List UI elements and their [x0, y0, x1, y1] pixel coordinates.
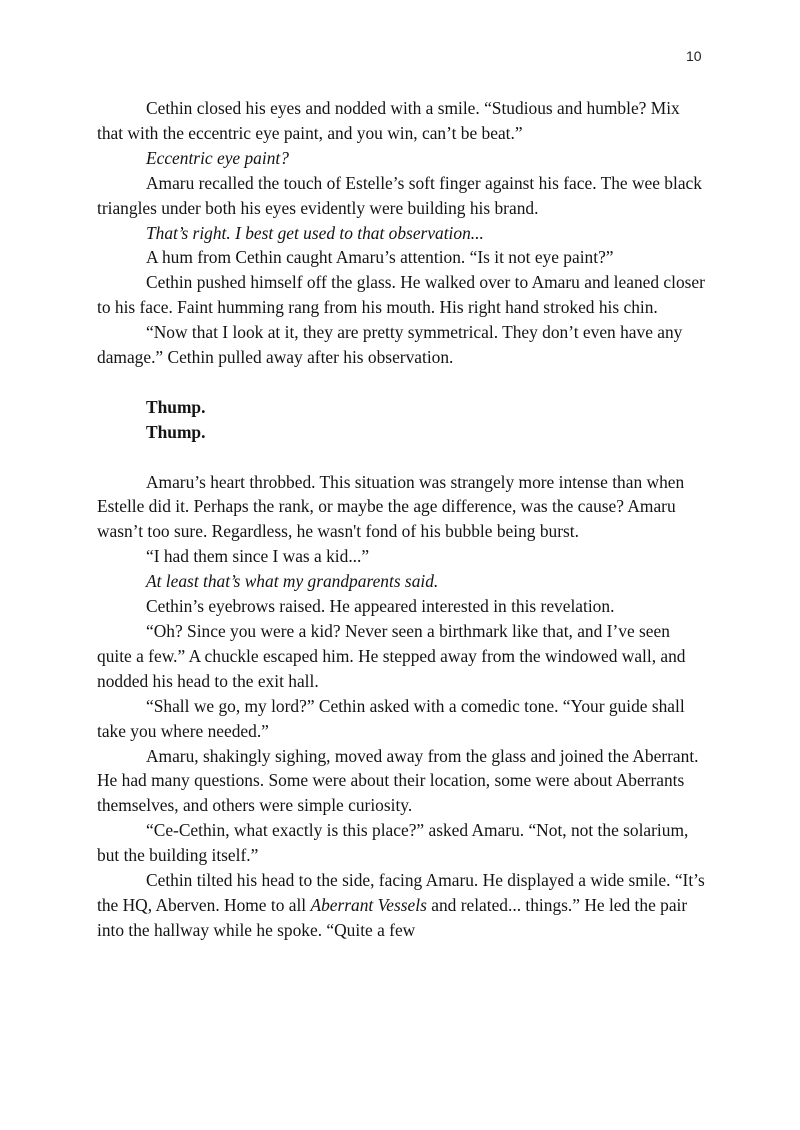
paragraph: “Ce-Cethin, what exactly is this place?” asked Amaru. “Not, not the solarium, but the building itself.”	[97, 820, 689, 866]
inner-thought: At least that’s what my grandparents said.	[146, 571, 439, 592]
emphasized-term: Aberrant Vessels	[310, 894, 427, 915]
inner-thought: That’s right. I best get used to that observation...	[146, 222, 484, 243]
inner-thought: Eccentric eye paint?	[146, 147, 289, 168]
page-number: 10	[686, 48, 702, 64]
paragraph: “I had them since I was a kid...”	[146, 546, 370, 567]
section-gap	[97, 445, 707, 470]
paragraph: “Oh? Since you were a kid? Never seen a birthmark like that, and I’ve seen quite a few.” A chuckle escaped him. He stepped away from the windowed wall, and nodded his head to the exit hall.	[97, 621, 686, 691]
paragraph: Cethin closed his eyes and nodded with a smile. “Studious and humble? Mix that with the eccentric eye paint, and you win, can’t be beat.”	[97, 98, 680, 143]
body-text	[97, 96, 707, 943]
paragraph: Amaru’s heart throbbed. This situation was strangely more intense than when Estelle did it. Perhaps the rank, or maybe the age difference, was the cause? Amaru wasn’t too sure. Regardless, he wasn't fond of his bubble being burst.	[97, 471, 685, 542]
paragraph-text: Cethin tilted his head to the side, facing Amaru. He displayed a wide smile. “It’s the HQ, Aberven. Home to all	[97, 870, 705, 915]
paragraph: Cethin’s eyebrows raised. He appeared interested in this revelation.	[146, 596, 615, 617]
paragraph: Amaru recalled the touch of Estelle’s soft finger against his face. The wee black triangles under both his eyes evidently were building his brand.	[97, 172, 702, 218]
paragraph: “Now that I look at it, they are pretty symmetrical. They don’t even have any damage.” Cethin pulled away after his observation.	[97, 322, 683, 368]
paragraph-text: and related... things.” He led the pair into the hallway while he spoke. “Quite a few	[97, 894, 688, 940]
sound-effect: Thump.	[146, 396, 206, 417]
sound-effect: Thump.	[146, 421, 206, 442]
paragraph: “Shall we go, my lord?” Cethin asked with a comedic tone. “Your guide shall take you where needed.”	[97, 695, 685, 741]
paragraph: Cethin pushed himself off the glass. He walked over to Amaru and leaned closer to his face. Faint humming rang from his mouth. His right hand stroked his chin.	[97, 272, 705, 318]
paragraph	[97, 868, 707, 943]
paragraph: A hum from Cethin caught Amaru’s attention. “Is it not eye paint?”	[146, 247, 614, 268]
section-gap	[97, 370, 707, 395]
paragraph: Amaru, shakingly sighing, moved away from the glass and joined the Aberrant. He had many questions. Some were about their location, some were about Aberrants themselves, and others were simple curiosity.	[97, 745, 699, 816]
